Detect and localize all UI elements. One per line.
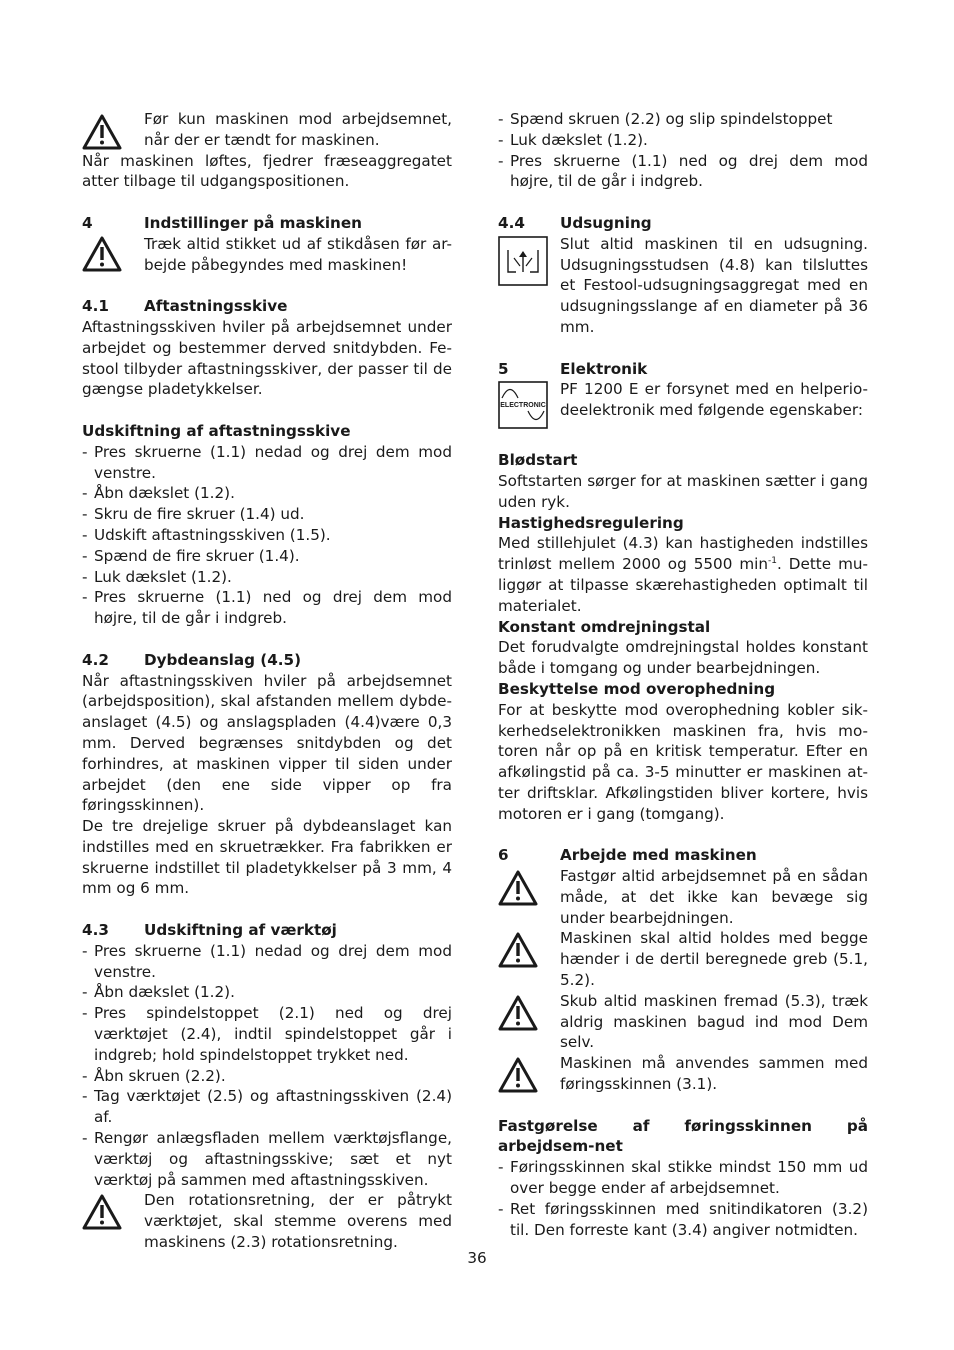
section-heading-4-2: 4.2 Dybdeanslag (4.5) xyxy=(82,650,302,669)
right-column xyxy=(498,109,868,1240)
section-heading-4: 4 Indstillinger på maskinen xyxy=(82,213,362,232)
warning-block xyxy=(498,1053,868,1095)
warning-icon xyxy=(498,991,560,1053)
paragraph: Aftastningsskiven hviler på arbejdsemnet under arbejdet og bestemmer derved snitdybden. Fe-stool tilbyder aftastningsskiver, der passer til de gængse pladetykkelser. xyxy=(82,317,452,399)
list-item: - Luk dækslet (1.2). xyxy=(498,130,868,151)
electronic-icon xyxy=(498,379,560,429)
step-list xyxy=(82,941,452,1191)
warning-icon xyxy=(498,928,560,990)
step-list xyxy=(82,442,452,629)
warning-icon xyxy=(498,1053,560,1095)
warning-text: Træk altid stikket ud af stikdåsen før ar-bejde påbegyndes med maskinen! xyxy=(144,234,452,274)
subheading: Konstant omdrejningstal xyxy=(498,617,711,636)
warning-block-intro xyxy=(82,109,452,151)
warning-text: Skub altid maskinen fremad (5.3), træk aldrig maskinen bagud ind mod Dem selv. xyxy=(560,991,868,1052)
section-heading-4-1: 4.1 Aftastningsskive xyxy=(82,297,288,316)
electronic-block xyxy=(498,379,868,429)
section-heading-4-3: 4.3 Udskiftning af værktøj xyxy=(82,921,337,940)
left-column xyxy=(82,109,452,1253)
list-item: - Spænd skruen (2.2) og slip spindelstoppet xyxy=(498,109,868,130)
page-number: 36 xyxy=(467,1249,487,1267)
warning-text: Maskinen må anvendes sammen med føringsskinnen (3.1). xyxy=(560,1054,868,1094)
list-item: - Pres skruerne (1.1) nedad og drej dem mod venstre. xyxy=(82,941,452,983)
paragraph: Når maskinen løftes, fjedrer fræseaggregatet atter tilbage til udgangspositionen. xyxy=(82,151,452,191)
section-heading-6: 6 Arbejde med maskinen xyxy=(498,846,757,865)
warning-block xyxy=(82,234,452,276)
subheading: Hastighedsregulering xyxy=(498,513,684,532)
list-item: - Pres skruerne (1.1) ned og drej dem mod højre, til de går i indgreb. xyxy=(498,151,868,193)
paragraph: De tre drejelige skruer på dybdeanslaget kan indstilles med en skruetrækker. Fra fabrikken er skruerne indstillet til pladetykkelser på 3 mm, 4 mm og 6 mm. xyxy=(82,817,452,898)
step-list xyxy=(498,109,868,192)
warning-text: Den rotationsretning, der er påtrykt værktøjet, skal stemme overens med maskinens (2.3) rotationsretning. xyxy=(144,1191,452,1252)
paragraph: Det forudvalgte omdrejningstal holdes konstant både i tomgang og under bearbejdningen. xyxy=(498,638,868,678)
list-item: - Skru de fire skruer (1.4) ud. xyxy=(82,504,452,525)
paragraph: Med stillehjulet (4.3) kan hastigheden indstilles trinløst mellem 2000 og 5500 $\min^{-1}$. Dette mu-liggør at tilpasse skærehastigheden optimalt til materialet. xyxy=(498,534,868,615)
list-item: - Ret føringsskinnen med snitindikatoren (3.2) til. Den forreste kant (3.4) angiver notmidten. xyxy=(498,1199,868,1241)
section-heading-5: 5 Elektronik xyxy=(498,359,648,378)
list-item: - Luk dækslet (1.2). xyxy=(82,567,452,588)
list-item: - Spænd de fire skruer (1.4). xyxy=(82,546,452,567)
warning-block xyxy=(498,866,868,928)
list-item: - Udskift aftastningsskiven (1.5). xyxy=(82,525,452,546)
step-list xyxy=(498,1157,868,1240)
list-item: - Tag værktøjet (2.5) og aftastningsskiven (2.4) af. xyxy=(82,1086,452,1128)
warning-block xyxy=(498,991,868,1053)
list-item: - Åbn dækslet (1.2). xyxy=(82,982,452,1003)
list-item: - Pres skruerne (1.1) nedad og drej dem mod venstre. xyxy=(82,442,452,484)
list-item: - Føringsskinnen skal stikke mindst 150 mm ud over begge ender af arbejdsemnet. xyxy=(498,1157,868,1199)
paragraph: Softstarten sørger for at maskinen sætter i gang uden ryk. xyxy=(498,471,868,511)
list-item: - Pres spindelstoppet (2.1) ned og drej værktøjet (2.4), indtil spindelstoppet går i indgreb; hold spindelstoppet trykket ned. xyxy=(82,1003,452,1065)
paragraph: Slut altid maskinen til en udsugning. Udsugningsstudsen (4.8) kan tilsluttes et Festool-udsugningsaggregat med en udsugningsslange af en diameter på 36 mm. xyxy=(560,234,868,336)
warning-icon xyxy=(82,234,144,276)
dust-extraction-icon xyxy=(498,234,560,338)
list-item: - Rengør anlægsfladen mellem værktøjsflange, værktøj og aftastningsskive; sæt et nyt værktøj på sammen med aftastningsskiven. xyxy=(82,1128,452,1190)
extraction-block xyxy=(498,234,868,338)
paragraph: Når aftastningsskiven hviler på arbejdsemnet (arbejdsposition), skal afstanden mellem dybde-anslaget (4.5) og anslagspladen (4.4)være 0,3 mm. Derved begrænses snitdybden og det forhindres, at maskinen vipper til siden under arbejdet (den ene side vipper op fra føringsskinnen). xyxy=(82,671,452,815)
warning-icon xyxy=(82,109,144,151)
list-item: - Åbn skruen (2.2). xyxy=(82,1066,452,1087)
list-item: - Pres skruerne (1.1) ned og drej dem mod højre, til de går i indgreb. xyxy=(82,587,452,629)
warning-text: Maskinen skal altid holdes med begge hænder i de dertil beregnede greb (5.1, 5.2). xyxy=(560,929,868,990)
warning-icon xyxy=(82,1190,144,1252)
warning-icon xyxy=(498,866,560,928)
subheading: Beskyttelse mod overophedning xyxy=(498,679,776,698)
warning-text: Før kun maskinen mod arbejdsemnet, når der er tændt for maskinen. xyxy=(144,110,452,149)
subheading: Udskiftning af aftastningsskive xyxy=(82,421,351,440)
subheading: Blødstart xyxy=(498,451,578,470)
subheading: Fastgørelse af føringsskinnen på arbejdsem-net xyxy=(498,1116,868,1156)
list-item: - Åbn dækslet (1.2). xyxy=(82,483,452,504)
warning-block xyxy=(82,1190,452,1252)
paragraph: PF 1200 E er forsynet med en helperio-deelektronik med følgende egenskaber: xyxy=(560,380,868,420)
paragraph: For at beskytte mod overophedning kobler sik-kerhedselektronikken maskinen fra, hvis mo-toren når op på en kritisk temperatur. Efter en afkølingstid på ca. 3-5 minutter er maskinen at-ter driftsklar. Afkølingstiden bliver kortere, hvis motoren er i gang (tomgang). xyxy=(498,700,868,823)
warning-text: Fastgør altid arbejdsemnet på en sådan måde, at det ikke kan bevæge sig under bearbejdningen. xyxy=(560,867,868,927)
electronic-icon-label: ELECTRONIC xyxy=(500,402,546,410)
warning-block xyxy=(498,928,868,990)
section-heading-4-4: 4.4 Udsugning xyxy=(498,213,652,232)
